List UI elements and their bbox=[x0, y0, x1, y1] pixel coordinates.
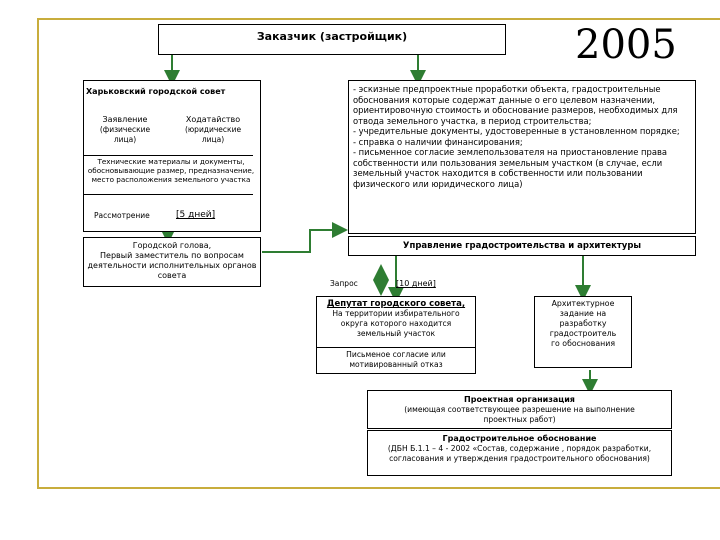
design-org-box bbox=[367, 390, 672, 429]
deputy-title: Депутат городского совета, bbox=[326, 299, 466, 309]
deputy-consent: Письменое согласие или мотивированный отказ bbox=[346, 350, 446, 369]
council-title: Харьковский городской совет bbox=[86, 87, 226, 96]
deputy-divider bbox=[316, 347, 476, 348]
materials-divider-bottom bbox=[83, 194, 253, 195]
deputy-desc: На территории избирательного округа которого находится земельный участок bbox=[332, 309, 460, 338]
arrow-mayor-dept bbox=[262, 230, 340, 252]
documents-text: - эскизные предпроектные проработки объекта, градостроительные обоснования которые содержат данные о его целевом назначении, ориентировочную стоимость и обоснование размеров, необходимых для отвода земельного участка, в период строительства; - учредительные документы, удостоверенные в установленном порядке; - справка о наличии финансирования; - письменное согласие землепользователя на приостановление права собственности или пользования земельным участком (в случае, если земельный участок находится в собственности или пользовании физического или юридического лица) bbox=[353, 84, 680, 189]
client-label: Заказчик (застройщик) bbox=[256, 30, 408, 43]
deputy-box bbox=[316, 296, 476, 374]
task-label: Архитектурное задание на разработку градостроитель го обоснования bbox=[549, 299, 617, 348]
council-box bbox=[83, 80, 261, 232]
petition-label: Ходатайство bbox=[185, 115, 241, 124]
design-org-title: Проектная организация bbox=[464, 395, 575, 404]
mayor-label: Городской голова, Первый заместитель по вопросам деятельности исполнительных органов совета bbox=[87, 241, 257, 280]
application-label: Заявление bbox=[102, 115, 148, 124]
materials-label: Технические материалы и документы, обосновывающие размер, предназначение, место расположения земельного участка bbox=[87, 157, 255, 184]
materials-divider bbox=[83, 155, 253, 156]
justification-desc: (ДБН Б.1.1 – 4 - 2002 «Состав, содержание , порядок разработки, согласования и утверждения градостроительного обоснования) bbox=[387, 444, 652, 463]
design-org-desc: (имеющая соответствующее разрешение на выполнение проектных работ) bbox=[404, 405, 635, 424]
justification-box bbox=[367, 430, 672, 476]
justification-title: Градостроительное обоснование bbox=[442, 434, 597, 443]
review-label: Рассмотрение bbox=[94, 211, 150, 220]
review-days: [5 дней] bbox=[176, 210, 216, 220]
petition-sub: (юридические лица) bbox=[184, 125, 242, 144]
year-label: 2005 bbox=[575, 22, 677, 68]
documents-box bbox=[348, 80, 696, 234]
application-sub: (физические лица) bbox=[99, 125, 151, 144]
mayor-box bbox=[83, 237, 261, 287]
department-label: Управление градостроительства и архитектуры bbox=[402, 241, 642, 251]
department-box bbox=[348, 236, 696, 256]
client-box bbox=[158, 24, 506, 55]
task-box bbox=[534, 296, 632, 368]
request-days: [10 дней] bbox=[396, 279, 436, 288]
request-label: Запрос bbox=[330, 279, 358, 288]
